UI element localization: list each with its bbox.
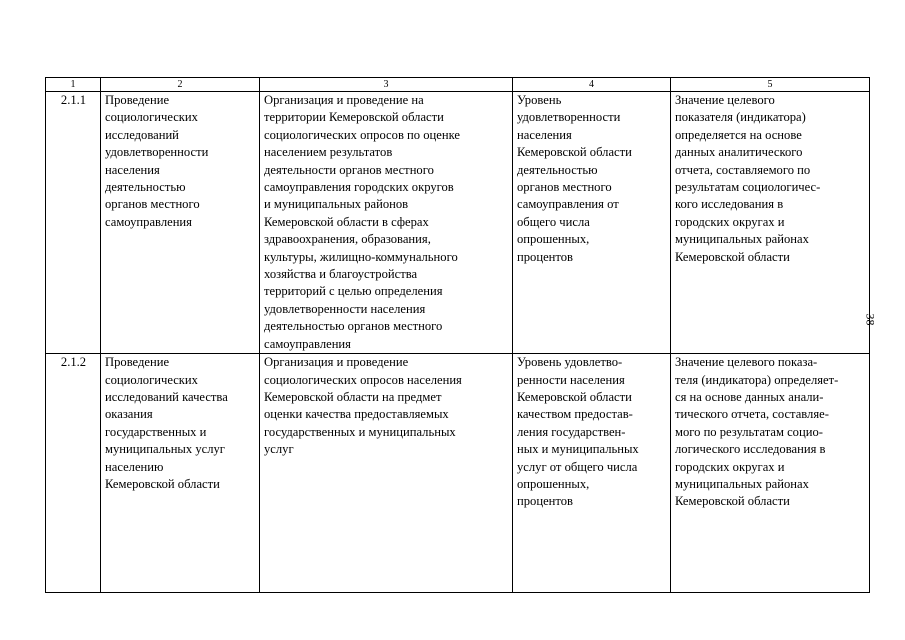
column-number-row — [46, 78, 870, 92]
measure-description-cell: Организация и проведение социологических опросов населения Кемеровской области на предмет оценки качества предоставляемых государственных и муниципальных услуг — [260, 354, 513, 593]
table-row — [46, 354, 870, 593]
column-number-4: 4 — [513, 78, 671, 92]
measure-name-cell: Проведение социологических исследований качества оказания государственных и муниципальных услуг населению Кемеровской области — [101, 354, 260, 593]
measure-description-cell: Организация и проведение на территории Кемеровской области социологических опросов по оценке населением результатов деятельности органов местного самоуправления городских округов и муниципальных районов Кемеровской области в сферах здравоохранения, образования, культуры, жилищно-коммунального хозяйства и благоустройства территорий с целью определения удовлетворенности населения деятельностью органов местного самоуправления — [260, 92, 513, 354]
indicator-cell: Уровень удовлетворенности населения Кемеровской области деятельностью органов местного самоуправления от общего числа опрошенных, процентов — [513, 92, 671, 354]
column-number-2: 2 — [101, 78, 260, 92]
document-table — [45, 77, 870, 593]
column-number-1: 1 — [46, 78, 101, 92]
table-row — [46, 92, 870, 354]
page-number: 38 — [863, 313, 878, 326]
indicator-cell: Уровень удовлетво- ренности населения Кемеровской области качеством предостав- ления государствен- ных и муниципальных услуг от общего числа опрошенных, процентов — [513, 354, 671, 593]
row-number: 2.1.2 — [46, 354, 101, 593]
row-number: 2.1.1 — [46, 92, 101, 354]
indicator-method-cell: Значение целевого показателя (индикатора) определяется на основе данных аналитического отчета, составляемого по результатам социологичес- кого исследования в городских округах и муниципальных районах Кемеровской области — [671, 92, 870, 354]
column-number-5: 5 — [671, 78, 870, 92]
column-number-3: 3 — [260, 78, 513, 92]
indicator-method-cell: Значение целевого показа- теля (индикатора) определяет- ся на основе данных анали- тического отчета, составляе- мого по результатам социо- логического исследования в городских округах и муниципальных районах Кемеровской области — [671, 354, 870, 593]
measure-name-cell: Проведение социологических исследований удовлетворенности населения деятельностью органов местного самоуправления — [101, 92, 260, 354]
